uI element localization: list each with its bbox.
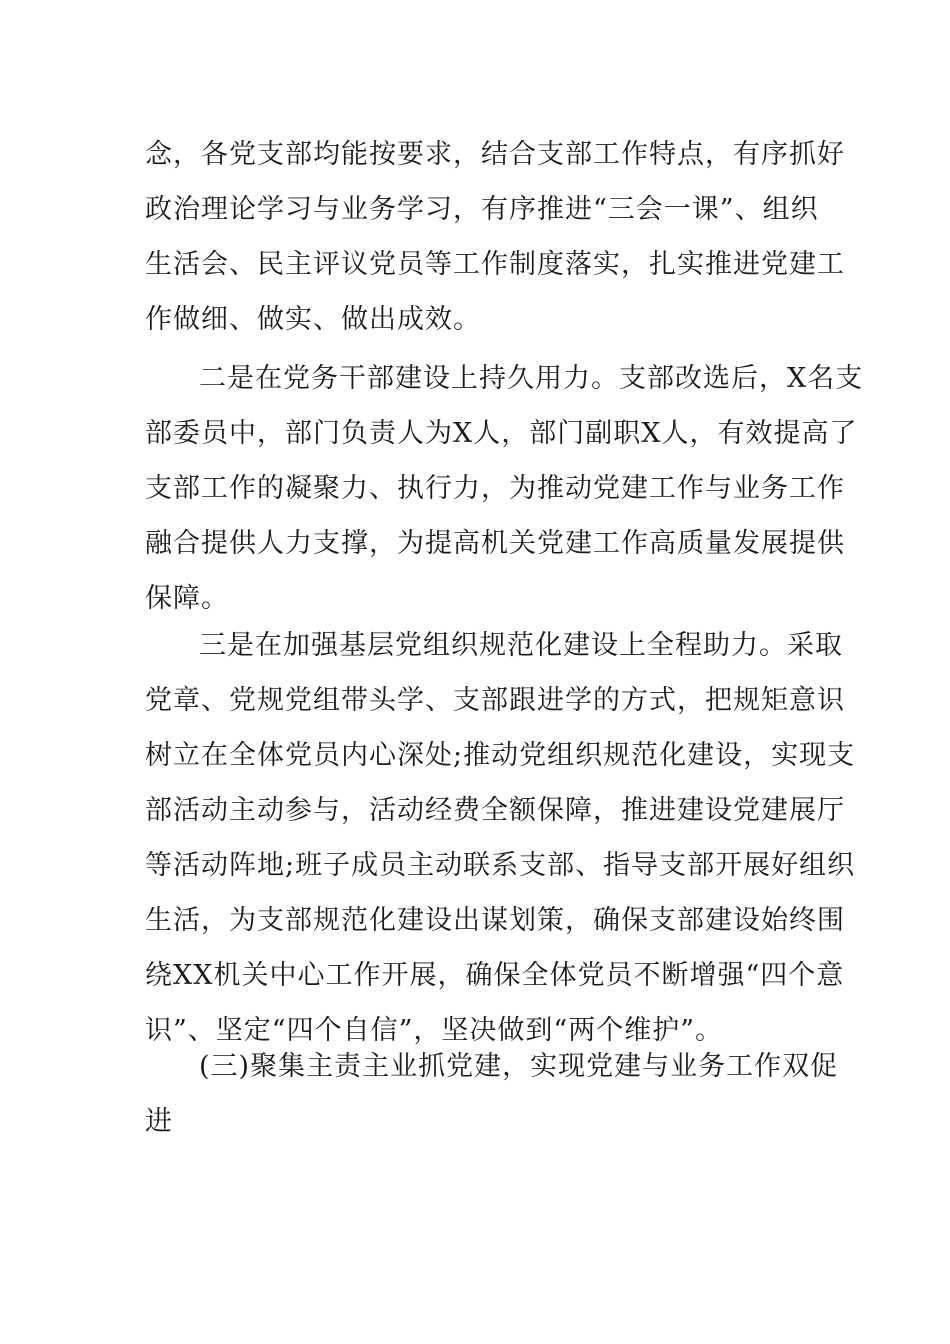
- text-line: 识”、坚定“四个自信”，坚决做到“两个维护”。: [145, 1015, 724, 1046]
- text-line: 保障。: [145, 583, 229, 614]
- text-line: 支部工作的凝聚力、执行力，为推动党建工作与业务工作: [145, 473, 845, 504]
- text-line: 等活动阵地;班子成员主动联系支部、指导支部开展好组织: [145, 850, 856, 881]
- text-line: 绕XX机关中心工作开展，确保全体党员不断增强“四个意: [145, 960, 845, 991]
- text-line: 生活，为支部规范化建设出谋划策，确保支部建设始终围: [145, 905, 845, 936]
- paragraph-standardization: [145, 618, 856, 1058]
- text-line: 三是在加强基层党组织规范化建设上全程助力。采取: [199, 630, 843, 661]
- section-heading: [145, 1039, 839, 1149]
- text-line: 树立在全体党员内心深处;推动党组织规范化建设，实现支: [145, 740, 856, 771]
- text-line: (三)聚集主责主业抓党建，实现党建与业务工作双促: [199, 1051, 839, 1082]
- text-line: 部委员中，部门负责人为X人，部门副职X人，有效提高了: [145, 418, 858, 449]
- paragraph-party-cadre: [145, 351, 864, 626]
- text-line: 党章、党规党组带头学、支部跟进学的方式，把规矩意识: [145, 685, 845, 716]
- text-line: 作做细、做实、做出成效。: [145, 304, 481, 335]
- text-line: 二是在党务干部建设上持久用力。支部改选后，X名支: [199, 363, 864, 394]
- text-line: 融合提供人力支撑，为提高机关党建工作高质量发展提供: [145, 528, 845, 559]
- text-line: 政治理论学习与业务学习，有序推进“三会一课”、组织: [145, 194, 819, 225]
- text-line: 念，各党支部均能按要求，结合支部工作特点，有序抓好: [145, 139, 845, 170]
- text-line: 生活会、民主评议党员等工作制度落实，扎实推进党建工: [145, 249, 845, 280]
- paragraph-continuation: [145, 127, 845, 347]
- text-line: 部活动主动参与，活动经费全额保障，推进建设党建展厅: [145, 795, 845, 826]
- text-line: 进: [145, 1106, 173, 1137]
